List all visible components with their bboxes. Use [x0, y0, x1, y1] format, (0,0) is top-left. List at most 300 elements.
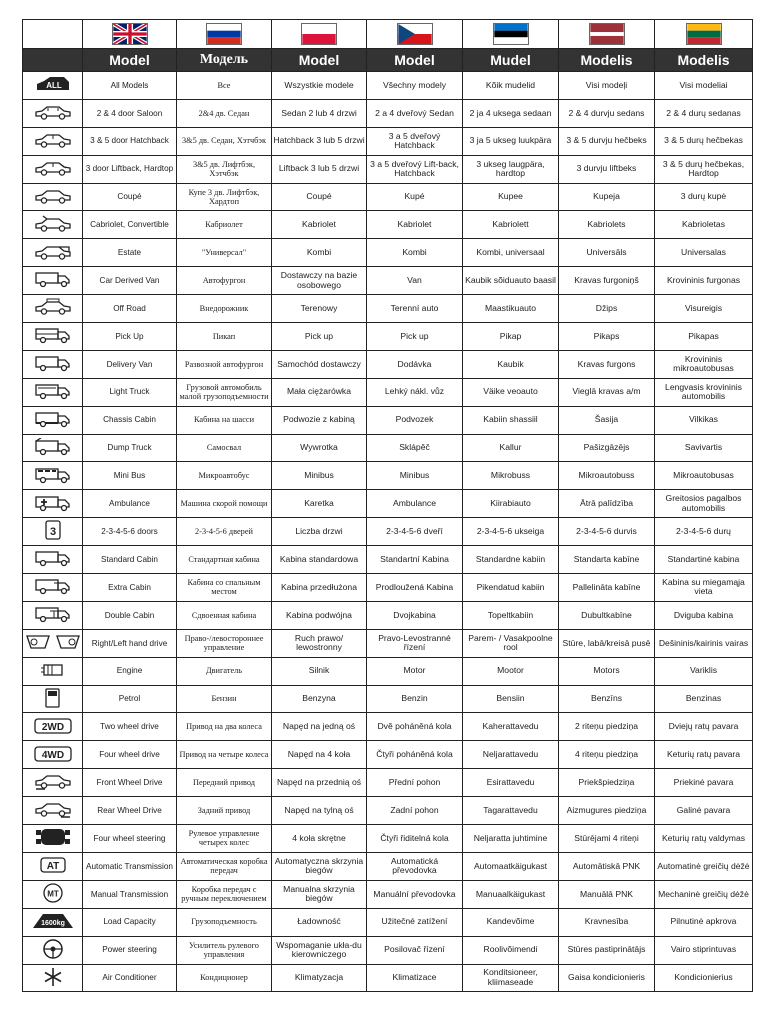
- table-row: [23, 72, 753, 100]
- liftback-car-icon: [33, 159, 73, 177]
- term-en: Power steering: [83, 936, 177, 964]
- flag-cell-lt: [655, 20, 753, 49]
- term-ru: Грузовой автомобиль малой грузоподъемности: [177, 378, 272, 406]
- term-lv: 3 durvju liftbeks: [559, 155, 655, 183]
- term-lv: Motors: [559, 657, 655, 685]
- glossary-body: [23, 72, 753, 992]
- term-cz: 2-3-4-5-6 dveří: [367, 518, 463, 546]
- coupe-car-icon: [33, 187, 73, 205]
- term-cz: Manuální převodovka: [367, 880, 463, 908]
- term-et: Kiirabiauto: [463, 490, 559, 518]
- table-row: [23, 183, 753, 211]
- term-pl: Kabina przedłużona: [272, 574, 367, 602]
- row-icon-cell: [23, 546, 83, 574]
- term-en: Delivery Van: [83, 350, 177, 378]
- icon-label: AT: [46, 861, 59, 873]
- term-lt: Dešininis/kairinis vairas: [655, 629, 753, 657]
- term-ru: Привод на два колеса: [177, 713, 272, 741]
- term-pl: Samochód dostawczy: [272, 350, 367, 378]
- term-pl: Wszystkie modele: [272, 72, 367, 100]
- row-icon-cell: [23, 880, 83, 908]
- row-icon-cell: [23, 852, 83, 880]
- term-ru: Автофургон: [177, 267, 272, 295]
- term-en: Load Capacity: [83, 908, 177, 936]
- term-lt: Galinė pavara: [655, 797, 753, 825]
- row-icon-cell: [23, 713, 83, 741]
- term-lv: Universāls: [559, 239, 655, 267]
- term-lt: Vairo stiprintuvas: [655, 936, 753, 964]
- term-et: Kõik mudelid: [463, 72, 559, 100]
- table-row: [23, 880, 753, 908]
- term-et: Väike veoauto: [463, 378, 559, 406]
- saloon-car-icon: [33, 103, 73, 121]
- term-pl: Sedan 2 lub 4 drzwi: [272, 99, 367, 127]
- term-pl: Kombi: [272, 239, 367, 267]
- term-pl: Wspomaganie ukła-du kierowniczego: [272, 936, 367, 964]
- term-cz: Kupé: [367, 183, 463, 211]
- row-icon-cell: [23, 685, 83, 713]
- term-cz: Van: [367, 267, 463, 295]
- column-header-et: Mudel: [463, 49, 559, 72]
- table-row: [23, 323, 753, 351]
- term-lt: Standartinė kabina: [655, 546, 753, 574]
- table-row: [23, 295, 753, 323]
- term-ru: Задний привод: [177, 797, 272, 825]
- term-lt: Mikroautobusas: [655, 462, 753, 490]
- table-row: [23, 825, 753, 853]
- mini-bus-icon: [33, 466, 73, 484]
- term-et: Bensiin: [463, 685, 559, 713]
- hatchback-car-icon: [33, 131, 73, 149]
- term-lt: Dviejų ratų pavara: [655, 713, 753, 741]
- term-pl: Liftback 3 lub 5 drzwi: [272, 155, 367, 183]
- term-en: Four wheel drive: [83, 741, 177, 769]
- row-icon-cell: [23, 574, 83, 602]
- term-ru: Купе 3 дв. Лифтбэк, Хардтоп: [177, 183, 272, 211]
- automatic-transmission-icon: [40, 856, 66, 874]
- table-row: [23, 99, 753, 127]
- table-row: [23, 239, 753, 267]
- term-et: Kaubik sõiduauto baasil: [463, 267, 559, 295]
- lithuania-flag: [686, 23, 722, 45]
- table-row: [23, 462, 753, 490]
- row-icon-cell: [23, 964, 83, 992]
- term-lv: Gaisa kondicionieris: [559, 964, 655, 992]
- term-lt: 3 durų kupė: [655, 183, 753, 211]
- table-row: [23, 629, 753, 657]
- term-ru: Кабина на шасси: [177, 406, 272, 434]
- dump-truck-icon: [33, 438, 73, 456]
- row-icon-cell: [23, 211, 83, 239]
- term-en: Manual Transmission: [83, 880, 177, 908]
- header-corner: [23, 49, 83, 72]
- term-lt: 2-3-4-5-6 durų: [655, 518, 753, 546]
- term-et: Tagarattavedu: [463, 797, 559, 825]
- term-en: All Models: [83, 72, 177, 100]
- term-et: 3 ja 5 ukseg luukpära: [463, 127, 559, 155]
- term-ru: Стандартная кабина: [177, 546, 272, 574]
- term-ru: Грузоподъемность: [177, 908, 272, 936]
- term-lt: 3 & 5 durų hečbekas: [655, 127, 753, 155]
- term-en: Standard Cabin: [83, 546, 177, 574]
- term-et: Kaherattavedu: [463, 713, 559, 741]
- power-steering-icon: [42, 938, 64, 960]
- term-pl: Karetka: [272, 490, 367, 518]
- term-lt: Pikapas: [655, 323, 753, 351]
- row-icon-cell: [23, 183, 83, 211]
- corner-cell: [23, 20, 83, 49]
- term-et: Standardne kabiin: [463, 546, 559, 574]
- term-en: Ambulance: [83, 490, 177, 518]
- term-cz: Čtyři poháněná kola: [367, 741, 463, 769]
- icon-label: ALL: [45, 81, 62, 91]
- icon-label: MT: [46, 889, 59, 899]
- light-truck-icon: [33, 382, 73, 400]
- term-lv: Manuālā PNK: [559, 880, 655, 908]
- column-header-lv: Modelis: [559, 49, 655, 72]
- term-ru: Самосвал: [177, 434, 272, 462]
- flag-cell-ru: [177, 20, 272, 49]
- term-ru: Кабриолет: [177, 211, 272, 239]
- term-cz: Dvojkabina: [367, 601, 463, 629]
- poland-flag: [301, 23, 337, 45]
- term-pl: Wywrotka: [272, 434, 367, 462]
- russia-flag: [206, 23, 242, 45]
- term-en: Four wheel steering: [83, 825, 177, 853]
- term-lv: Kabriolets: [559, 211, 655, 239]
- term-et: Kabiin shassiil: [463, 406, 559, 434]
- chassis-cabin-icon: [33, 410, 73, 428]
- term-en: Estate: [83, 239, 177, 267]
- latvia-flag: [589, 23, 625, 45]
- table-row: [23, 964, 753, 992]
- term-cz: Dodávka: [367, 350, 463, 378]
- term-pl: Mała ciężarówka: [272, 378, 367, 406]
- row-icon-cell: [23, 295, 83, 323]
- table-row: [23, 852, 753, 880]
- term-et: Pikap: [463, 323, 559, 351]
- term-lt: Keturių ratų valdymas: [655, 825, 753, 853]
- term-ru: Рулевое управление четырех колес: [177, 825, 272, 853]
- table-row: [23, 127, 753, 155]
- term-lv: 2 riteņu piedziņa: [559, 713, 655, 741]
- term-cz: Přední pohon: [367, 769, 463, 797]
- term-en: Off Road: [83, 295, 177, 323]
- term-ru: 2&4 дв. Седан: [177, 99, 272, 127]
- term-cz: Standartní Kabina: [367, 546, 463, 574]
- term-lt: 3 & 5 durų hečbekas, Hardtop: [655, 155, 753, 183]
- term-pl: Klimatyzacja: [272, 964, 367, 992]
- term-lt: Greitosios pagalbos automobilis: [655, 490, 753, 518]
- term-lv: Dubultkabīne: [559, 601, 655, 629]
- term-pl: Terenowy: [272, 295, 367, 323]
- term-pl: Liczba drzwi: [272, 518, 367, 546]
- term-et: Pikendatud kabiin: [463, 574, 559, 602]
- term-ru: Развозной автофургон: [177, 350, 272, 378]
- row-icon-cell: [23, 908, 83, 936]
- manual-transmission-icon: [42, 882, 64, 904]
- column-header-cz: Model: [367, 49, 463, 72]
- row-icon-cell: [23, 629, 83, 657]
- rear-wheel-drive-icon: [33, 800, 73, 818]
- term-ru: Машина скорой помощи: [177, 490, 272, 518]
- term-en: Front Wheel Drive: [83, 769, 177, 797]
- term-lt: Priekinė pavara: [655, 769, 753, 797]
- term-pl: Ładowność: [272, 908, 367, 936]
- term-pl: Automatyczna skrzynia biegów: [272, 852, 367, 880]
- term-et: Topeltkabiin: [463, 601, 559, 629]
- term-lt: Kabrioletas: [655, 211, 753, 239]
- term-cz: Kombi: [367, 239, 463, 267]
- row-icon-cell: [23, 127, 83, 155]
- term-et: Manuaalkäigukast: [463, 880, 559, 908]
- term-et: Mootor: [463, 657, 559, 685]
- uk-flag: [112, 23, 148, 45]
- table-row: [23, 797, 753, 825]
- icon-label: 4WD: [41, 749, 64, 761]
- term-cz: Prodloužená Kabina: [367, 574, 463, 602]
- term-lv: Pašizgāzējs: [559, 434, 655, 462]
- table-row: [23, 267, 753, 295]
- term-en: Engine: [83, 657, 177, 685]
- four-wheel-steering-icon: [33, 827, 73, 847]
- term-lt: Lengvasis krovininis automobilis: [655, 378, 753, 406]
- front-wheel-drive-icon: [33, 772, 73, 790]
- term-et: Kombi, universaal: [463, 239, 559, 267]
- term-lv: Kravas furgons: [559, 350, 655, 378]
- term-lv: Standarta kabīne: [559, 546, 655, 574]
- pick-up-icon: [33, 326, 73, 344]
- row-icon-cell: [23, 797, 83, 825]
- term-ru: Бензин: [177, 685, 272, 713]
- term-lv: Stūres pastiprinātājs: [559, 936, 655, 964]
- convertible-car-icon: [33, 215, 73, 233]
- term-cz: Pravo-Levostranné řízení: [367, 629, 463, 657]
- ambulance-icon: [33, 494, 73, 512]
- table-row: [23, 378, 753, 406]
- delivery-van-icon: [33, 354, 73, 372]
- estonia-flag: [493, 23, 529, 45]
- column-header-lt: Modelis: [655, 49, 753, 72]
- row-icon-cell: [23, 99, 83, 127]
- glossary-table: [22, 19, 753, 992]
- term-et: Kaubik: [463, 350, 559, 378]
- term-ru: Двигатель: [177, 657, 272, 685]
- term-ru: Усилитель рулевого управления: [177, 936, 272, 964]
- term-cz: 3 a 5 dveřový Hatchback: [367, 127, 463, 155]
- term-et: Kallur: [463, 434, 559, 462]
- term-lt: Krovininis furgonas: [655, 267, 753, 295]
- term-lt: Benzinas: [655, 685, 753, 713]
- row-icon-cell: [23, 323, 83, 351]
- row-icon-cell: [23, 239, 83, 267]
- term-lt: 2 & 4 durų sedanas: [655, 99, 753, 127]
- term-cz: Sklápěč: [367, 434, 463, 462]
- term-pl: Kabina podwójna: [272, 601, 367, 629]
- term-en: 2 & 4 door Saloon: [83, 99, 177, 127]
- engine-icon: [39, 661, 67, 679]
- row-icon-cell: [23, 601, 83, 629]
- air-conditioner-icon: [43, 967, 63, 987]
- term-cz: Benzin: [367, 685, 463, 713]
- term-en: Mini Bus: [83, 462, 177, 490]
- row-icon-cell: [23, 490, 83, 518]
- extra-cabin-icon: [33, 577, 73, 595]
- table-row: [23, 936, 753, 964]
- term-lt: Visureigis: [655, 295, 753, 323]
- term-ru: Все: [177, 72, 272, 100]
- doors-count-icon: [43, 520, 63, 540]
- table-row: [23, 350, 753, 378]
- term-lt: Pilnutinė apkrova: [655, 908, 753, 936]
- table-row: [23, 908, 753, 936]
- term-et: Mikrobuss: [463, 462, 559, 490]
- term-en: Coupé: [83, 183, 177, 211]
- term-en: Right/Left hand drive: [83, 629, 177, 657]
- term-lv: Aizmugures piedziņa: [559, 797, 655, 825]
- icon-label: 3: [49, 526, 56, 539]
- term-et: Esirattavedu: [463, 769, 559, 797]
- term-pl: 4 koła skrętne: [272, 825, 367, 853]
- term-cz: 3 a 5 dveřový Lift-back, Hatchback: [367, 155, 463, 183]
- term-lv: Kravnesība: [559, 908, 655, 936]
- table-row: [23, 490, 753, 518]
- term-pl: Benzyna: [272, 685, 367, 713]
- term-lv: Automātiskā PNK: [559, 852, 655, 880]
- term-en: Light Truck: [83, 378, 177, 406]
- row-icon-cell: [23, 462, 83, 490]
- term-lv: Džips: [559, 295, 655, 323]
- term-lv: Pikaps: [559, 323, 655, 351]
- flag-cell-cz: [367, 20, 463, 49]
- term-et: Maastikuauto: [463, 295, 559, 323]
- row-icon-cell: [23, 741, 83, 769]
- term-pl: Ruch prawo/ lewostronny: [272, 629, 367, 657]
- term-en: 3 & 5 door Hatchback: [83, 127, 177, 155]
- term-pl: Napęd na 4 koła: [272, 741, 367, 769]
- column-header-en: Model: [83, 49, 177, 72]
- flag-cell-en: [83, 20, 177, 49]
- flag-row: [23, 20, 753, 49]
- table-row: [23, 155, 753, 183]
- all-models-icon: [34, 75, 72, 93]
- term-lt: Automatinė greičių dėžė: [655, 852, 753, 880]
- row-icon-cell: [23, 267, 83, 295]
- vehicle-model-glossary: [22, 19, 752, 1017]
- term-cz: Užitečné zatížení: [367, 908, 463, 936]
- term-cz: Motor: [367, 657, 463, 685]
- column-header-ru: Модель: [177, 49, 272, 72]
- term-ru: Право-/левостороннее управление: [177, 629, 272, 657]
- term-cz: Všechny modely: [367, 72, 463, 100]
- term-en: 3 door Liftback, Hardtop: [83, 155, 177, 183]
- term-lt: Savivartis: [655, 434, 753, 462]
- term-ru: Пикап: [177, 323, 272, 351]
- term-cz: Čtyři řiditelná kola: [367, 825, 463, 853]
- term-lv: Ātrā palīdzība: [559, 490, 655, 518]
- czech-flag: [397, 23, 433, 45]
- row-icon-cell: [23, 155, 83, 183]
- row-icon-cell: [23, 518, 83, 546]
- term-et: 2 ja 4 uksega sedaan: [463, 99, 559, 127]
- term-lt: Vilkikas: [655, 406, 753, 434]
- header-row: [23, 49, 753, 72]
- term-lt: Visi modeliai: [655, 72, 753, 100]
- term-en: Automatic Transmission: [83, 852, 177, 880]
- row-icon-cell: [23, 406, 83, 434]
- term-en: Air Conditioner: [83, 964, 177, 992]
- table-row: [23, 434, 753, 462]
- term-et: Roolivõimendi: [463, 936, 559, 964]
- flag-cell-et: [463, 20, 559, 49]
- term-ru: Микроавтобус: [177, 462, 272, 490]
- term-ru: Автоматическая коробка передач: [177, 852, 272, 880]
- table-row: [23, 657, 753, 685]
- term-ru: Сдвоенная кабина: [177, 601, 272, 629]
- term-en: Petrol: [83, 685, 177, 713]
- term-lv: 3 & 5 durvju hečbeks: [559, 127, 655, 155]
- standard-cabin-icon: [33, 549, 73, 567]
- term-lv: 2-3-4-5-6 durvis: [559, 518, 655, 546]
- table-row: [23, 211, 753, 239]
- table-row: [23, 769, 753, 797]
- term-cz: Dvě poháněná kola: [367, 713, 463, 741]
- table-row: [23, 546, 753, 574]
- term-cz: Klimatizace: [367, 964, 463, 992]
- term-cz: Pick up: [367, 323, 463, 351]
- car-derived-van-icon: [33, 270, 73, 288]
- term-lv: Stūrējami 4 riteņi: [559, 825, 655, 853]
- row-icon-cell: [23, 936, 83, 964]
- row-icon-cell: [23, 72, 83, 100]
- term-et: Automaatkäigukast: [463, 852, 559, 880]
- term-en: Cabriolet, Convertible: [83, 211, 177, 239]
- term-lv: Pallelināta kabīne: [559, 574, 655, 602]
- term-lt: Kondicionierius: [655, 964, 753, 992]
- term-lt: Krovininis mikroautobusas: [655, 350, 753, 378]
- term-et: Kandevõime: [463, 908, 559, 936]
- term-et: Kabriolett: [463, 211, 559, 239]
- row-icon-cell: [23, 657, 83, 685]
- term-lv: Priekšpiedziņa: [559, 769, 655, 797]
- row-icon-cell: [23, 378, 83, 406]
- table-row: [23, 574, 753, 602]
- row-icon-cell: [23, 769, 83, 797]
- term-ru: "Универсал": [177, 239, 272, 267]
- term-en: Two wheel drive: [83, 713, 177, 741]
- term-ru: Внедорожник: [177, 295, 272, 323]
- term-ru: 2-3-4-5-6 дверей: [177, 518, 272, 546]
- term-en: Dump Truck: [83, 434, 177, 462]
- term-cz: Posilovač řízení: [367, 936, 463, 964]
- term-et: 3 ukseg laugpära, hardtop: [463, 155, 559, 183]
- term-et: 2-3-4-5-6 ukseiga: [463, 518, 559, 546]
- term-lv: 2 & 4 durvju sedans: [559, 99, 655, 127]
- term-et: Neljaratta juhtimine: [463, 825, 559, 853]
- term-pl: Coupé: [272, 183, 367, 211]
- term-cz: Automatická převodovka: [367, 852, 463, 880]
- term-lv: Stūre, labā/kreisā pusē: [559, 629, 655, 657]
- term-pl: Dostawczy na bazie osobowego: [272, 267, 367, 295]
- term-et: Konditsioneer, kliimaseade: [463, 964, 559, 992]
- term-lv: 4 riteņu piedziņa: [559, 741, 655, 769]
- term-ru: 3&5 дв. Седан, Хэтчбэк: [177, 127, 272, 155]
- table-row: [23, 685, 753, 713]
- row-icon-cell: [23, 434, 83, 462]
- term-en: Chassis Cabin: [83, 406, 177, 434]
- term-pl: Minibus: [272, 462, 367, 490]
- term-lt: Keturių ratų pavara: [655, 741, 753, 769]
